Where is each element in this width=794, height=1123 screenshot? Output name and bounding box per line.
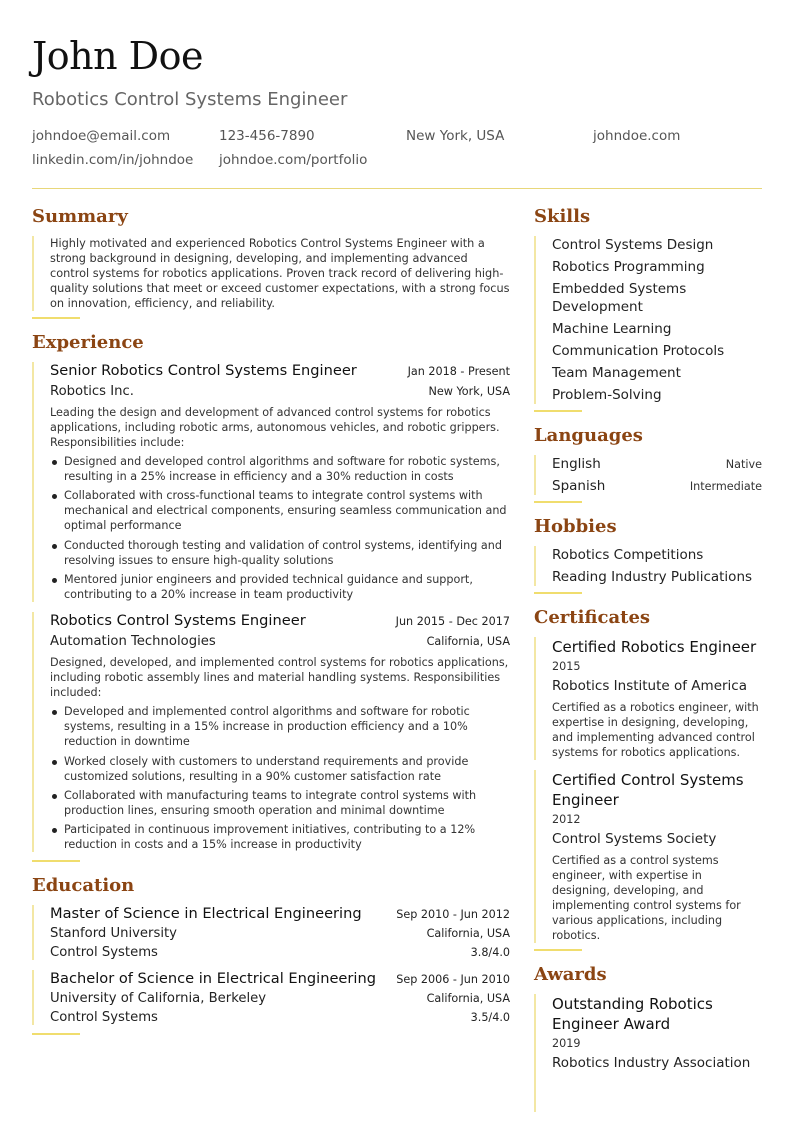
hobby-item: Robotics Competitions: [552, 547, 704, 563]
languages-heading: Languages: [534, 425, 643, 446]
position-title: Senior Robotics Control Systems Engineer: [50, 362, 357, 379]
skill-item: Machine Learning: [552, 321, 672, 337]
certificate-description: Certified as a robotics engineer, with expertise in designing, developing, and implementing advanced control systems for robotics applications.: [552, 701, 759, 759]
contact-website[interactable]: johndoe.com: [593, 128, 681, 144]
certificate-title: Certified Control Systems Engineer: [552, 771, 744, 809]
summary-text: Highly motivated and experienced Robotics Control Systems Engineer with a strong background in designing, developing, and implementing advanced control systems for robotics applications. Proven track record of delivering high-quality solutions that meet or exceed customer expectations, with a strong focus on innovation, efficiency, and reliability.: [50, 237, 510, 310]
section-divider: [32, 1033, 80, 1035]
degree-title: Master of Science in Electrical Engineering: [50, 905, 362, 923]
achievement-list: [50, 454, 510, 602]
company-name: Automation Technologies: [50, 634, 216, 650]
company-location: New York, USA: [428, 385, 510, 398]
skill-item: Embedded Systems Development: [552, 281, 687, 315]
field-of-study: Control Systems: [50, 1010, 158, 1026]
certificate-issuer: Control Systems Society: [552, 831, 717, 847]
achievement-item: Participated in continuous improvement initiatives, contributing to a 12% reduction in costs and a 15% increase in productivity: [50, 822, 510, 852]
section-divider: [32, 860, 80, 862]
award-entry: [534, 994, 762, 1112]
school-location: California, USA: [426, 992, 510, 1006]
education-entry: [32, 905, 510, 960]
experience-heading: Experience: [32, 332, 144, 353]
degree-title: Bachelor of Science in Electrical Engineering: [50, 970, 376, 988]
education-section: [32, 875, 510, 1035]
education-heading: Education: [32, 875, 135, 897]
award-title: Outstanding Robotics Engineer Award: [552, 995, 713, 1033]
school-name: Stanford University: [50, 926, 177, 942]
section-divider: [534, 949, 582, 951]
main-column: [32, 206, 510, 1048]
award-issuer: Robotics Industry Association: [552, 1055, 751, 1071]
section-divider: [32, 317, 80, 319]
person-name: John Doe: [32, 34, 203, 78]
position-dates: Jun 2015 - Dec 2017: [395, 615, 510, 629]
certificate-issuer: Robotics Institute of America: [552, 678, 747, 694]
experience-section: [32, 332, 510, 862]
summary-heading: Summary: [32, 206, 128, 227]
contact-email[interactable]: johndoe@email.com: [32, 128, 171, 144]
sidebar-column: [534, 206, 762, 1122]
awards-section: [534, 964, 762, 1112]
skill-item: Robotics Programming: [552, 259, 705, 275]
position-description: Leading the design and development of advanced control systems for robotics applications, including robotic arms, autonomous vehicles, and robotic grippers. Responsibilities include:: [50, 406, 500, 449]
education-entry: [32, 970, 510, 1025]
language-level: Intermediate: [689, 480, 762, 493]
skill-item: Control Systems Design: [552, 237, 714, 253]
job-title: Robotics Control Systems Engineer: [32, 89, 348, 110]
education-dates: Sep 2010 - Jun 2012: [396, 908, 510, 922]
hobby-item: Reading Industry Publications: [552, 569, 753, 585]
position-dates: Jan 2018 - Present: [407, 365, 510, 378]
hobbies-heading: Hobbies: [534, 516, 617, 537]
language-name: English: [552, 456, 601, 472]
achievement-item: Mentored junior engineers and provided technical guidance and support, contributing to a 20% increase in team productivity: [50, 572, 510, 602]
certificate-entry: [534, 637, 762, 760]
section-divider: [534, 410, 582, 412]
achievement-item: Developed and implemented control algorithms and software for robotic systems, resulting in a 15% increase in production efficiency and a 10% reduction in downtime: [50, 704, 510, 749]
contact-info: [32, 128, 762, 168]
gpa: 3.5/4.0: [470, 1011, 510, 1025]
header-divider: [32, 188, 762, 189]
hobbies-section: [534, 516, 762, 594]
experience-entry: [32, 362, 510, 602]
field-of-study: Control Systems: [50, 945, 158, 961]
contact-location: New York, USA: [406, 128, 505, 144]
certificate-year: 2012: [552, 813, 581, 826]
experience-entry: [32, 612, 510, 852]
company-location: California, USA: [426, 635, 510, 649]
certificate-entry: [534, 770, 762, 943]
languages-list: [534, 455, 762, 495]
section-divider: [534, 592, 582, 594]
languages-section: [534, 425, 762, 503]
contact-portfolio[interactable]: johndoe.com/portfolio: [219, 152, 368, 168]
achievement-item: Worked closely with customers to understand requirements and provide customized solutions, resulting in a 90% customer satisfaction rate: [50, 754, 510, 784]
education-dates: Sep 2006 - Jun 2010: [396, 973, 510, 987]
skill-item: Problem-Solving: [552, 387, 662, 403]
skills-list: [534, 236, 762, 404]
position-description: Designed, developed, and implemented control systems for robotics applications, including robotic assembly lines and material handling systems. Responsibilities included:: [50, 656, 509, 700]
language-level: Native: [725, 458, 762, 471]
skills-heading: Skills: [534, 206, 591, 227]
certificates-section: [534, 607, 762, 951]
skill-item: Communication Protocols: [552, 343, 725, 359]
language-item: [552, 455, 762, 473]
position-title: Robotics Control Systems Engineer: [50, 612, 306, 630]
summary-section: [32, 206, 510, 319]
achievement-item: Collaborated with cross-functional teams to integrate control systems with mechanical and electrical components, ensuring seamless communication and optimal performance: [50, 488, 510, 533]
gpa: 3.8/4.0: [470, 946, 510, 960]
school-name: University of California, Berkeley: [50, 991, 267, 1007]
skills-section: [534, 206, 762, 412]
contact-phone[interactable]: 123-456-7890: [219, 128, 315, 144]
awards-heading: Awards: [534, 964, 607, 985]
skill-item: Team Management: [552, 365, 681, 381]
achievement-list: [50, 704, 510, 852]
certificates-heading: Certificates: [534, 607, 651, 628]
language-name: Spanish: [552, 478, 606, 494]
achievement-item: Collaborated with manufacturing teams to integrate control systems with production lines, ensuring smooth operation and minimal downtime: [50, 788, 510, 818]
section-divider: [534, 501, 582, 503]
hobbies-list: [534, 546, 762, 586]
summary-block: [32, 236, 510, 311]
award-year: 2019: [552, 1037, 581, 1050]
contact-linkedin[interactable]: linkedin.com/in/johndoe: [32, 152, 194, 168]
school-location: California, USA: [426, 927, 510, 941]
company-name: Robotics Inc.: [50, 384, 134, 399]
achievement-item: Conducted thorough testing and validation of control systems, identifying and resolving issues to ensure high-quality solutions: [50, 538, 510, 568]
certificate-year: 2015: [552, 660, 581, 673]
language-item: [552, 477, 762, 495]
certificate-title: Certified Robotics Engineer: [552, 638, 757, 656]
achievement-item: Designed and developed control algorithms and software for robotic systems, resulting in a 25% increase in efficiency and a 30% reduction in costs: [50, 454, 510, 484]
certificate-description: Certified as a control systems engineer, with expertise in designing, developing, and implementing control systems for various applications, including robotics.: [552, 854, 741, 942]
